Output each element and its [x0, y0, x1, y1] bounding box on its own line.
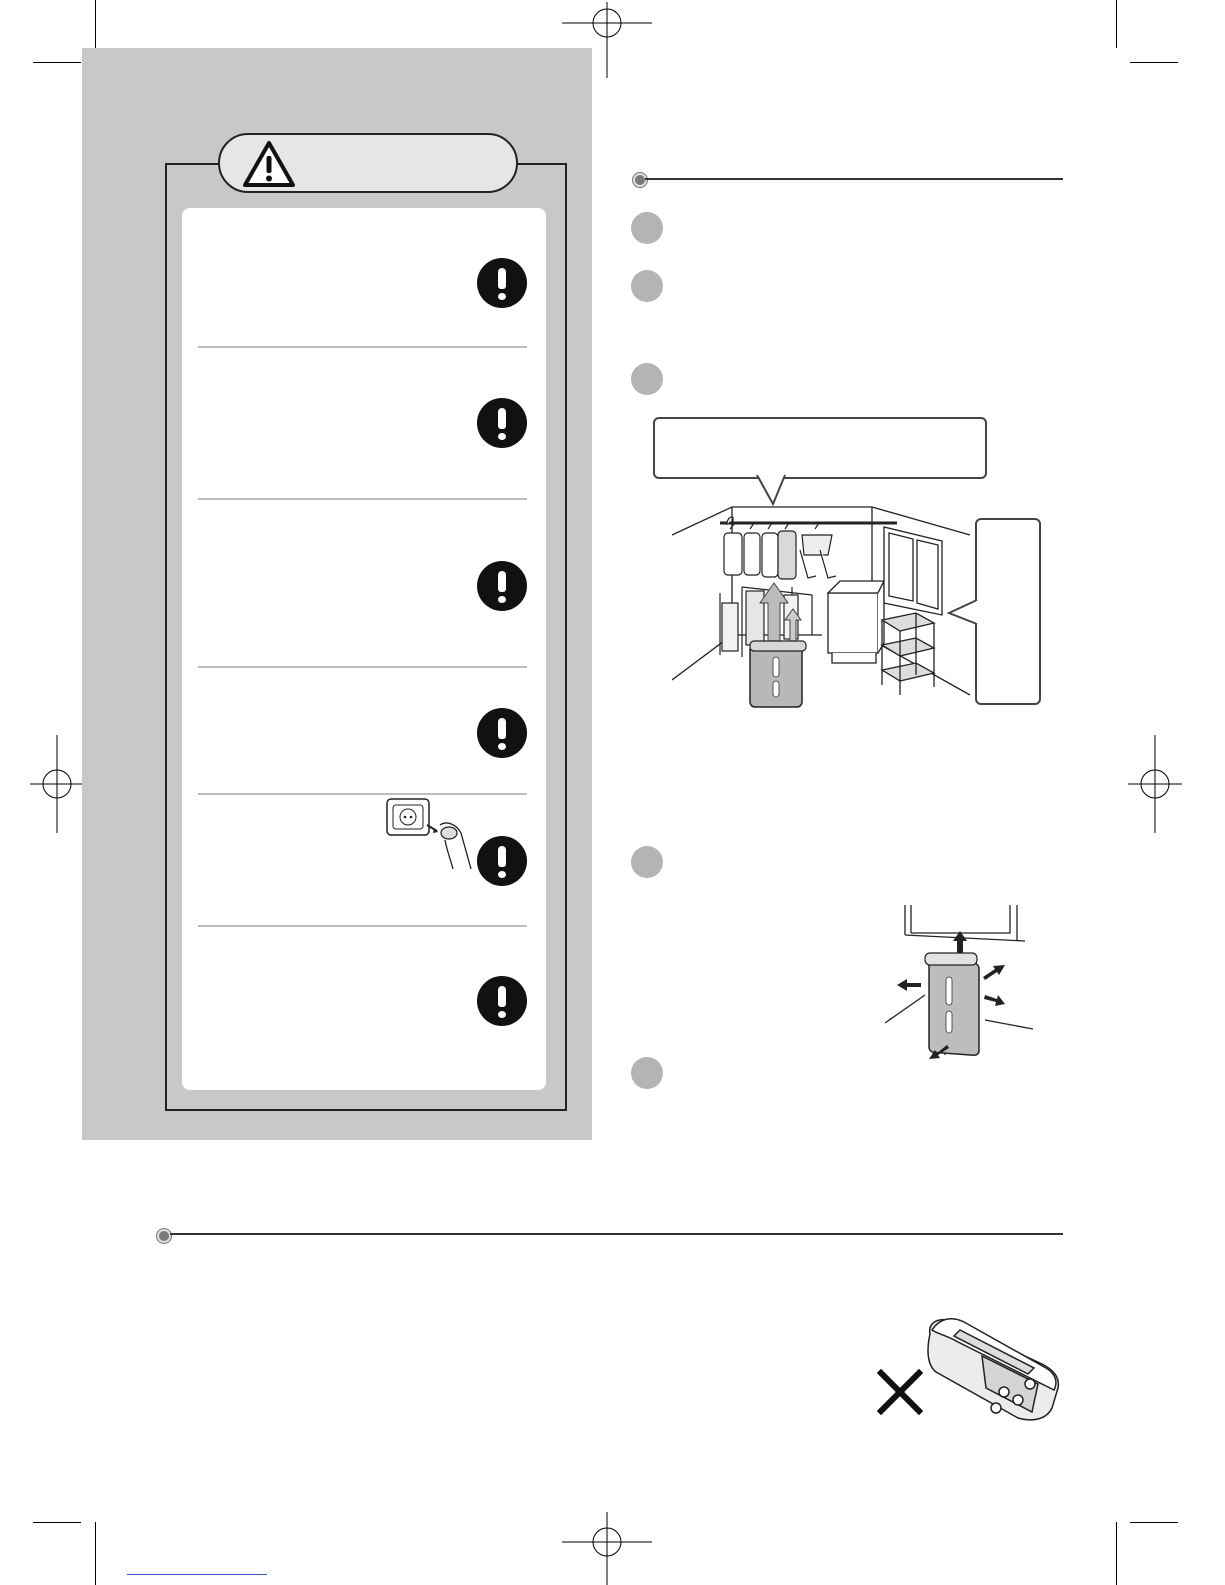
warning-header-tab: [218, 133, 518, 193]
crop-mark: [95, 1522, 96, 1585]
crop-mark: [1130, 62, 1178, 63]
unit-clearance-arrows-illustration: [885, 905, 1035, 1060]
crop-mark: [33, 62, 81, 63]
crop-mark: [1130, 1522, 1178, 1523]
step-marker: [631, 1057, 663, 1089]
step-marker: [631, 212, 663, 244]
warning-divider: [198, 925, 527, 927]
laundry-room-dehumidifier-illustration: [672, 495, 972, 715]
step-marker: [631, 270, 663, 302]
mandatory-exclamation-icon: [477, 561, 527, 611]
mandatory-exclamation-icon: [477, 708, 527, 758]
section-bullet: [157, 1229, 171, 1243]
warning-divider: [198, 498, 527, 500]
registration-mark: [1128, 735, 1182, 833]
step-marker: [631, 846, 663, 878]
prohibited-x-mark: [876, 1368, 924, 1416]
speech-bubble: [975, 518, 1041, 705]
warning-content-box: [182, 208, 546, 1090]
crop-mark: [95, 0, 96, 48]
warning-triangle-icon: [242, 140, 296, 188]
mandatory-exclamation-icon: [477, 836, 527, 886]
mandatory-exclamation-icon: [477, 398, 527, 448]
crop-mark: [1116, 1522, 1117, 1585]
mandatory-exclamation-icon: [477, 976, 527, 1026]
unplug-from-outlet-illustration: [385, 795, 480, 875]
section-rule: [170, 1233, 1063, 1235]
crop-mark: [33, 1522, 81, 1523]
section-rule: [645, 178, 1063, 180]
crop-mark: [1116, 0, 1117, 48]
speech-bubble: [653, 417, 987, 479]
registration-mark: [562, 1512, 652, 1585]
warning-divider: [198, 666, 527, 668]
warning-divider: [198, 346, 527, 348]
footer-link-underline[interactable]: [127, 1574, 267, 1575]
mandatory-exclamation-icon: [477, 258, 527, 308]
step-marker: [631, 363, 663, 395]
unit-lying-on-side-illustration: [920, 1312, 1065, 1427]
section-bullet: [633, 173, 647, 187]
registration-mark: [30, 735, 84, 833]
